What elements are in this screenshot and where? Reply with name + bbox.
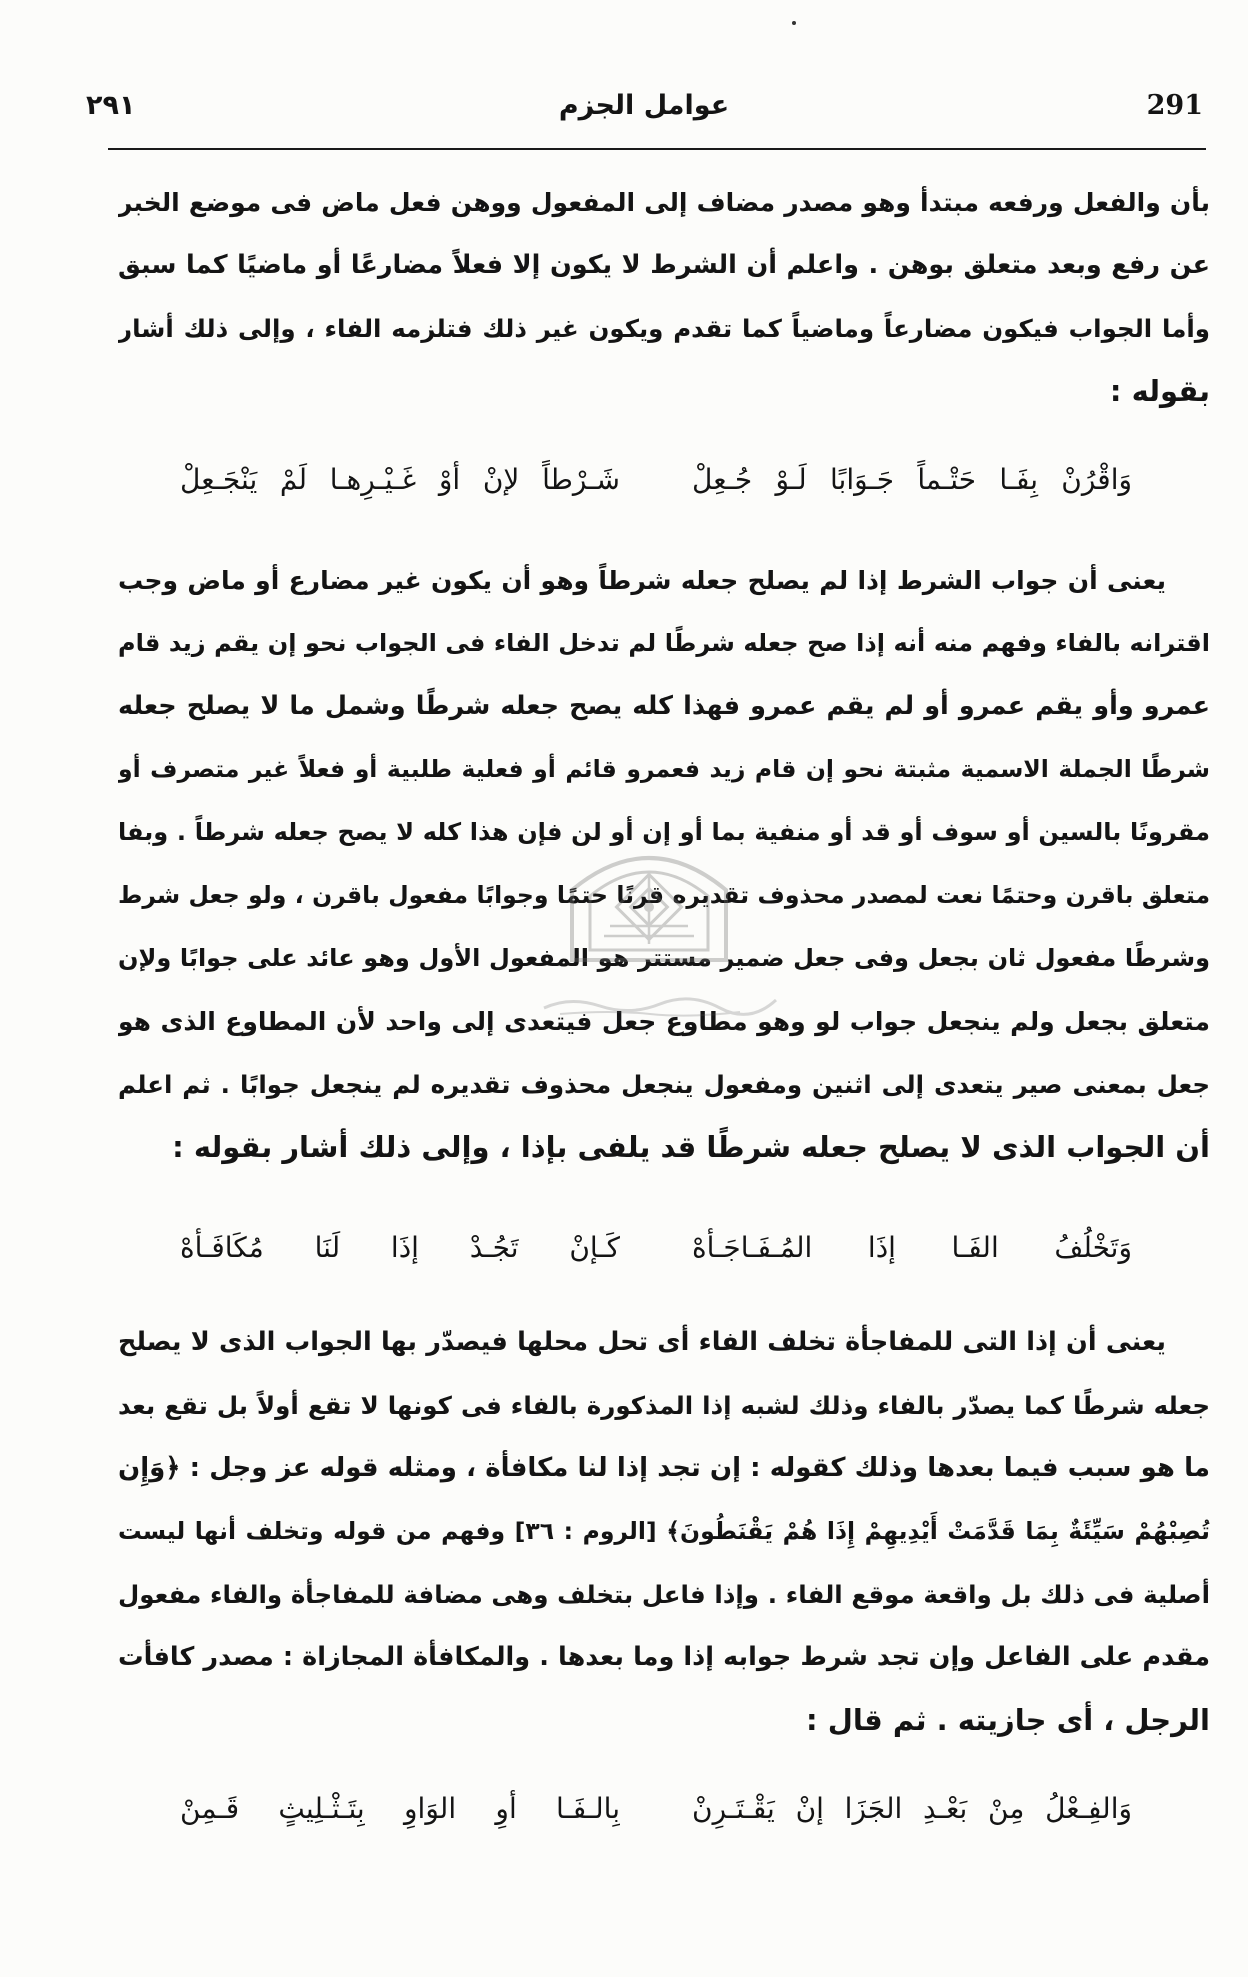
text-line: مقرونًا بالسين أو سوف أو قد أو منفية بما أو إن أو لن فإن هذا كله لا يصح جعله شرطاً . وبفا — [118, 818, 1210, 846]
text-line: متعلق بجعل ولم ينجعل جواب لو وهو مطاوع جعل فيتعدى إلى واحد لأن المطاوع الذى هو — [118, 1007, 1210, 1036]
header-rule — [108, 148, 1206, 150]
scan-speck — [792, 21, 796, 25]
text-line: وشرطًا مفعول ثان بجعل وفى جعل ضمير مستتر هو المفعول الأول وهو عائد على جوابًا ولإن — [118, 944, 1210, 972]
text-line: بقوله : — [1109, 374, 1210, 408]
text-line: عمرو وأو يقم عمرو أو لم يقم عمرو فهذا كله يصح جعله شرطًا وشمل ما لا يصلح جعله — [118, 691, 1210, 721]
text-line: شرطًا الجملة الاسمية مثبتة نحو إن قام زيد فعمرو قائم أو فعلية طلبية أو فعلاً غير متصرف أو — [118, 755, 1210, 783]
verse — [0, 448, 1248, 511]
text-line: جعل بمعنى صير يتعدى إلى اثنين ومفعول ينجعل محذوف تقديره لم ينجعل جوابًا . ثم اعلم — [118, 1070, 1210, 1099]
verse-second-hemistich: بِالـفَـا أوِ الوَاوِ بِتَـثْـلِيثٍ قَـمِنْ — [180, 1792, 620, 1825]
verse-first-hemistich: وَتَخْلُفُ الفَـا إذَا المُـفَـاجَـأهْ — [692, 1231, 1132, 1264]
verse — [0, 1216, 1248, 1279]
text-line: اقترانه بالفاء وفهم منه أنه إذا صح جعله شرطًا لم تدخل الفاء فى الجواب نحو إن يقم زيد قام — [118, 629, 1210, 657]
verse-first-hemistich: وَالفِـعْلُ مِنْ بَعْـدِ الجَزَا إنْ يَقْـتَـرِنْ — [692, 1792, 1132, 1825]
watermark-seal — [554, 832, 744, 982]
text-line: أن الجواب الذى لا يصلح جعله شرطًا قد يلفى بإذا ، وإلى ذلك أشار بقوله : — [172, 1130, 1210, 1164]
text-line: يعنى أن جواب الشرط إذا لم يصلح جعله شرطاً وهو أن يكون غير مضارع أو ماض وجب — [118, 566, 1166, 595]
verse-second-hemistich: كَـإنْ تَجُـدْ إذَا لَنَا مُكَافَـأهْ — [180, 1231, 620, 1264]
text-line: أصلية فى ذلك بل واقعة موقع الفاء . وإذا فاعل بتخلف وهى مضافة للمفاجأة والفاء مفعول — [118, 1580, 1210, 1609]
text-line: الرجل ، أى جازيته . ثم قال : — [806, 1703, 1210, 1737]
watermark-smear — [540, 990, 780, 1020]
paragraph — [118, 171, 1210, 423]
page-number: 291 — [1146, 90, 1203, 121]
running-header-title: عوامل الجزم — [558, 90, 730, 121]
page-number-arabic: ٢٩١ — [86, 90, 136, 121]
verse — [0, 1777, 1248, 1840]
text-line: وأما الجواب فيكون مضارعاً وماضياً كما تقدم ويكون غير ذلك فتلزمه الفاء ، وإلى ذلك أشار — [118, 314, 1210, 343]
text-line: جعله شرطًا كما يصدّر بالفاء وذلك لشبه إذا المذكورة بالفاء فى كونها لا تقع أولاً بل تقع بعد — [118, 1391, 1210, 1420]
text-line: مقدم على الفاعل وإن تجد شرط جوابه إذا وما بعدها . والمكافأة المجازاة : مصدر كافأت — [118, 1642, 1210, 1672]
paragraph — [118, 1311, 1210, 1752]
verse-second-hemistich: شَـرْطاً لإنْ أوْ غَـيْـرِهـا لَمْ يَنْجَـعِلْ — [180, 463, 620, 496]
text-line: عن رفع وبعد متعلق بوهن . واعلم أن الشرط لا يكون إلا فعلاً مضارعًا أو ماضيًا كما سبق — [118, 250, 1210, 280]
text-line: يعنى أن إذا التى للمفاجأة تخلف الفاء أى تحل محلها فيصدّر بها الجواب الذى لا يصلح — [118, 1327, 1166, 1357]
verse-first-hemistich: وَاقْرُنْ بِفَـا حَتْـماً جَـوَابًا لَـوْ جُـعِلْ — [692, 463, 1132, 496]
text-line: تُصِبْهُمْ سَيِّئَةٌ بِمَا قَدَّمَتْ أَيْدِيهِمْ إِذَا هُمْ يَقْنَطُونَ﴾ [الروم : ٣٦] وفهم من قوله وتخلف أنها ليست — [118, 1517, 1210, 1545]
text-line: بأن والفعل ورفعه مبتدأ وهو مصدر مضاف إلى المفعول ووهن فعل ماض فى موضع الخبر — [118, 188, 1210, 217]
text-line: متعلق باقرن وحتمًا نعت لمصدر محذوف تقديره قرنًا حتمًا وجوابًا مفعول باقرن ، ولو جعل شرط — [118, 881, 1210, 909]
text-line: ما هو سبب فيما بعدها وذلك كقوله : إن تجد إذا لنا مكافأة ، ومثله قوله عز وجل : ﴿وَإِن — [118, 1453, 1210, 1483]
